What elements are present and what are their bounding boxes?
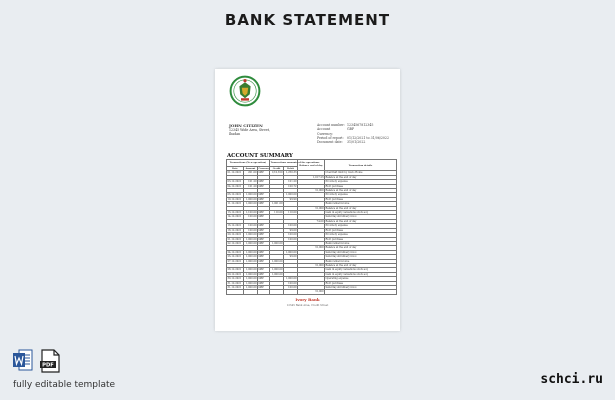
table-cell: 1,001.00 [270, 202, 284, 206]
table-cell: Balance at the end of day [325, 206, 397, 210]
account-detail-row [317, 127, 389, 136]
table-cell: 101.20 [244, 184, 258, 188]
table-cell: 1,000.00 [244, 277, 258, 281]
document-preview [215, 69, 400, 331]
table-cell: 1,000.00 [270, 241, 284, 245]
table-cell: Balance at the end of day [325, 175, 397, 179]
table-cell: 110.00 [270, 211, 284, 215]
table-cell: 100.00 [244, 228, 258, 232]
account-details [317, 123, 389, 144]
table-cell: 24-12-2021 [227, 250, 244, 254]
table-cell [258, 290, 270, 294]
account-detail-value: GBP [347, 127, 355, 132]
table-cell: 1,017.23 [298, 175, 325, 179]
table-cell: GBP [258, 272, 270, 276]
table-cell: Ricit purchase [325, 281, 397, 285]
table-cell: 11-12-2021 [227, 202, 244, 206]
table-cell: 28-12-2021 [227, 268, 244, 272]
table-cell: GBP [258, 180, 270, 184]
table-cell: 29-12-2021 [227, 272, 244, 276]
transactions-body [227, 171, 397, 294]
table-cell [325, 290, 397, 294]
table-cell: GBP [258, 202, 270, 206]
table-cell: 1,000.00 [244, 233, 258, 237]
table-cell: 16-12-2021 [227, 224, 244, 228]
table-cell: GBP [258, 215, 270, 219]
table-cell: GBP [258, 285, 270, 289]
table-cell: GBP [258, 237, 270, 241]
template-caption: fully editable template [13, 380, 116, 390]
account-detail-value: 31/01/2022 [347, 140, 366, 145]
table-cell: GBP [258, 193, 270, 197]
table-cell: GBP [258, 228, 270, 232]
group-header: Transaction details [325, 160, 397, 171]
table-cell: 100.00 [284, 281, 298, 285]
table-cell: GBP [258, 259, 270, 263]
table-cell: 201.00 [244, 171, 258, 175]
table-cell: GBP [258, 255, 270, 259]
holder-address-line1: 12345 Wide Area, Street, [229, 128, 271, 133]
table-cell: Balance at the end of day [325, 263, 397, 267]
table-cell: 10-12-2021 [227, 197, 244, 201]
table-cell: 1,000.00 [244, 272, 258, 276]
table-cell: Saturday shrubbery invoi [325, 215, 397, 219]
table-cell: GBP [258, 171, 270, 175]
table-cell: GBP [258, 224, 270, 228]
table-cell: 1/10,810 [270, 171, 284, 175]
table-cell: 31,900 [298, 189, 325, 193]
svg-text:PDF: PDF [42, 362, 54, 369]
account-summary-title: ACCOUNT SUMMARY [227, 153, 293, 159]
table-cell: 1,100.00 [244, 211, 258, 215]
table-cell: 100.00 [244, 224, 258, 228]
group-header: Balance end of day [298, 160, 325, 171]
coat-of-arms-seal [229, 75, 261, 107]
table-cell: 99.00 [284, 255, 298, 259]
table-cell: 1,000.00 [244, 259, 258, 263]
holder-name: JOHN CITIZEN [229, 123, 263, 128]
table-cell: 110.00 [284, 211, 298, 215]
table-cell: Ricit purchase [325, 197, 397, 201]
column-header: Credit [270, 167, 284, 171]
column-header: Debit [284, 167, 298, 171]
table-cell: Bank rental income [325, 241, 397, 245]
account-detail-label: Account number: [317, 123, 345, 127]
table-cell: Saturday shrubbery invoi [325, 250, 397, 254]
table-cell: Provinoty expense [325, 233, 397, 237]
table-cell: Ricit purchase [325, 184, 397, 188]
table-cell: GBP [258, 277, 270, 281]
table-cell: Balance at the end of day [325, 246, 397, 250]
table-row [227, 290, 397, 294]
table-cell: 20-12-2021 [227, 233, 244, 237]
table-cell: 1,000.00 [244, 193, 258, 197]
table-cell: 1,000.00 [270, 272, 284, 276]
account-detail-label: Document date: [317, 140, 343, 145]
page-heading: BANK STATEMENT [224, 11, 391, 29]
table-cell: Gain in equity valuations stock acq [325, 211, 397, 215]
pdf-icon [40, 349, 60, 373]
table-cell: 31,900 [298, 290, 325, 294]
table-cell: 1,000.00 [270, 259, 284, 263]
table-cell: 01-12-2021 [227, 171, 244, 175]
table-cell: 1,250.33 [284, 171, 298, 175]
table-cell: 13-12-2021 [227, 211, 244, 215]
table-cell: GBP [258, 268, 270, 272]
table-cell: 1,000.00 [284, 277, 298, 281]
table-cell: Provinoty expense [325, 193, 397, 197]
table-cell: 99.90 [284, 197, 298, 201]
table-cell: 100.00 [284, 233, 298, 237]
footer-bank-name: Ivory Bank [295, 297, 320, 302]
column-header: Currency [258, 167, 270, 170]
table-cell: 31-12-2021 [227, 285, 244, 289]
word-icon [13, 349, 33, 373]
account-detail-label: Account Currency: [317, 127, 334, 136]
table-cell: 74.00 [298, 219, 325, 223]
transactions-table [226, 159, 397, 295]
table-cell: 100.00 [284, 237, 298, 241]
table-cell: Saturday shrubbery invoi [325, 285, 397, 289]
table-cell: 06-12-2021 [227, 193, 244, 197]
table-cell: 1,000.00 [244, 197, 258, 201]
account-holder [229, 124, 270, 137]
table-cell: Provinoty expense [325, 180, 397, 184]
table-cell: Provinoty expense [325, 224, 397, 228]
table-cell: 100.00 [284, 285, 298, 289]
table-cell: 31,900 [298, 206, 325, 210]
table-cell: GBP [258, 211, 270, 215]
column-header: Date [227, 167, 244, 171]
table-cell: 100.00 [284, 224, 298, 228]
table-cell: 101.20 [284, 180, 298, 184]
table-cell: 99.00 [284, 228, 298, 232]
table-cell: Bank rental income [325, 259, 397, 263]
table-cell: Gain in equity valuations stock acq [325, 272, 397, 276]
table-cell: Balance at the end of day [325, 189, 397, 193]
table-cell: 1,000.00 [284, 193, 298, 197]
account-detail-row [317, 140, 389, 144]
table-cell [227, 290, 244, 294]
table-cell: Operating expense [325, 277, 397, 281]
table-cell: 1,000.00 [244, 268, 258, 272]
column-header: Amount [244, 167, 258, 171]
table-cell: 1,000.00 [244, 281, 258, 285]
footer-bank-address: 12345 Bank Area, Credit Street [286, 304, 329, 307]
table-cell: 14-12-2021 [227, 215, 244, 219]
table-cell: 100.00 [244, 215, 258, 219]
table-cell: Overdraft limit by Gudo Home [325, 171, 397, 175]
group-header: Transactions (New operation) [227, 160, 270, 167]
table-cell: 03-12-2021 [227, 180, 244, 184]
table-cell: 18-12-2021 [227, 228, 244, 232]
table-cell: GBP [258, 184, 270, 188]
table-cell: 30-12-2021 [227, 277, 244, 281]
table-cell: 101.20 [244, 180, 258, 184]
table-cell: 22-12-2021 [227, 241, 244, 245]
site-brand: schci.ru [540, 372, 603, 387]
table-cell: 1,000.00 [244, 255, 258, 259]
table-cell: 1,000.00 [244, 285, 258, 289]
table-cell [244, 290, 258, 294]
table-cell: 1,000.00 [244, 241, 258, 245]
table-cell: Balance at the end of day [325, 219, 397, 223]
table-cell: Ricit purchase [325, 228, 397, 232]
table-cell [270, 290, 284, 294]
table-cell: 1,000.00 [244, 237, 258, 241]
group-header: Transactions amounts of the operations [270, 160, 298, 167]
table-cell: 1,000.00 [284, 250, 298, 254]
table-cell: GBP [258, 281, 270, 285]
table-cell: 1,000.00 [244, 202, 258, 206]
table-cell: 1,000.00 [270, 268, 284, 272]
table-cell: Ricit purchase [325, 237, 397, 241]
table-cell: Saturday shrubbery invoi [325, 255, 397, 259]
table-cell: 1,000.00 [244, 250, 258, 254]
table-cell: Gain in equity valuations stock acq [325, 268, 397, 272]
account-detail-label: Period of report: [317, 135, 344, 140]
table-cell: 100.72 [284, 184, 298, 188]
table-cell: GBP [258, 250, 270, 254]
format-icons [13, 349, 60, 373]
holder-address-line2: Ibadan [229, 132, 241, 137]
table-cell: 26-12-2021 [227, 255, 244, 259]
table-cell: 27-12-2021 [227, 259, 244, 263]
table-cell: 21-12-2021 [227, 237, 244, 241]
account-detail-value: 01/12/2021 to 31/06/2022 [347, 135, 389, 140]
table-cell: 04-12-2021 [227, 184, 244, 188]
table-cell: 31-12-2021 [227, 281, 244, 285]
account-detail-value: 1234567812345 [347, 123, 374, 127]
table-cell: GBP [258, 197, 270, 201]
table-cell [284, 290, 298, 294]
table-cell: GBP [258, 241, 270, 245]
table-cell: GBP [258, 233, 270, 237]
table-cell: 31,900 [298, 263, 325, 267]
table-cell: Bank rental income [325, 202, 397, 206]
table-cell: 31,900 [298, 246, 325, 250]
